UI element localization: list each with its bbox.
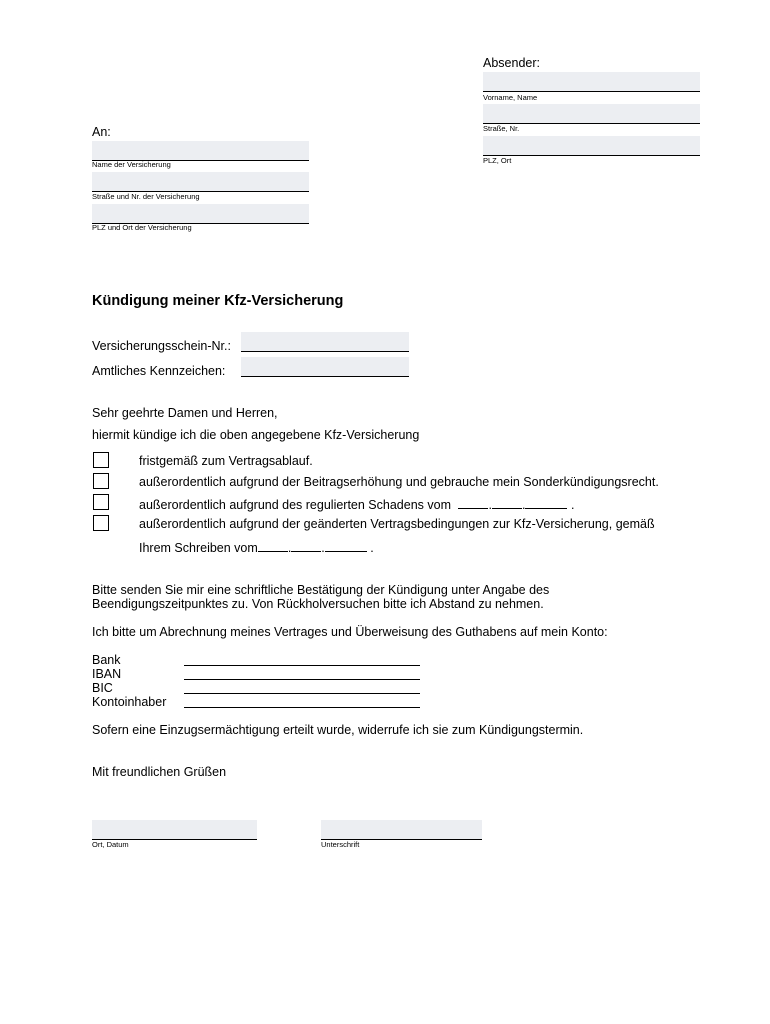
sender-city-label: PLZ, Ort xyxy=(483,156,512,165)
iban-label: IBAN xyxy=(92,667,122,681)
option-terms-change-checkbox[interactable] xyxy=(93,515,109,531)
license-plate-label: Amtliches Kennzeichen: xyxy=(92,364,226,378)
option-claim-checkbox[interactable] xyxy=(93,494,109,510)
place-date-field[interactable] xyxy=(92,820,257,840)
policy-number-field[interactable] xyxy=(241,332,409,352)
signature-field[interactable] xyxy=(321,820,482,840)
confirmation-line-1: Bitte senden Sie mir eine schriftliche Bestätigung der Kündigung unter Angabe des xyxy=(92,583,550,597)
cancellation-intro: hiermit kündige ich die oben angegebene Kfz-Versicherung xyxy=(92,428,420,442)
bic-field[interactable] xyxy=(184,693,420,694)
sender-street-field[interactable] xyxy=(483,104,700,124)
sender-heading: Absender: xyxy=(483,56,540,70)
bank-label: Bank xyxy=(92,653,121,667)
letter-year-field[interactable] xyxy=(325,539,367,552)
sender-city-field[interactable] xyxy=(483,136,700,156)
date-separator: . xyxy=(287,541,292,555)
recipient-city-field[interactable] xyxy=(92,204,309,224)
date-end-dot: . xyxy=(570,498,575,512)
license-plate-field[interactable] xyxy=(241,357,409,377)
date-separator: . xyxy=(488,498,492,512)
recipient-city-label: PLZ und Ort der Versicherung xyxy=(92,223,192,232)
letter-day-field[interactable] xyxy=(258,539,288,552)
refund-request: Ich bitte um Abrechnung meines Vertrages und Überweisung des Guthabens auf mein Konto: xyxy=(92,625,608,639)
option-regular-label: fristgemäß zum Vertragsablauf. xyxy=(139,454,313,468)
bank-field[interactable] xyxy=(184,665,420,666)
claim-month-field[interactable] xyxy=(492,496,522,509)
policy-number-label: Versicherungsschein-Nr.: xyxy=(92,339,231,353)
claim-day-field[interactable] xyxy=(458,496,488,509)
option-terms-change-label: außerordentlich aufgrund der geänderten Vertragsbedingungen zur Kfz-Versicherung, gemäß xyxy=(139,517,655,531)
recipient-name-field[interactable] xyxy=(92,141,309,161)
recipient-street-label: Straße und Nr. der Versicherung xyxy=(92,192,200,201)
account-holder-label: Kontoinhaber xyxy=(92,695,167,709)
claim-year-field[interactable] xyxy=(525,496,567,509)
recipient-heading: An: xyxy=(92,125,111,139)
letter-date-label: Ihrem Schreiben vom xyxy=(139,541,258,555)
iban-field[interactable] xyxy=(184,679,420,680)
recipient-street-field[interactable] xyxy=(92,172,309,192)
option-premium-increase-label: außerordentlich aufgrund der Beitragserhöhung und gebrauche mein Sonderkündigungsrecht. xyxy=(139,475,659,489)
direct-debit-revocation: Sofern eine Einzugsermächtigung erteilt wurde, widerrufe ich sie zum Kündigungstermin. xyxy=(92,723,584,737)
letter-month-field[interactable] xyxy=(291,539,321,552)
option-premium-increase-checkbox[interactable] xyxy=(93,473,109,489)
sender-name-label: Vorname, Name xyxy=(483,93,538,102)
option-regular-checkbox[interactable] xyxy=(93,452,109,468)
sender-street-label: Straße, Nr. xyxy=(483,124,520,133)
signature-label: Unterschrift xyxy=(321,840,360,849)
document-title: Kündigung meiner Kfz-Versicherung xyxy=(92,293,344,309)
recipient-name-label: Name der Versicherung xyxy=(92,160,171,169)
bic-label: BIC xyxy=(92,681,113,695)
place-date-label: Ort, Datum xyxy=(92,840,129,849)
option-claim-label: außerordentlich aufgrund des regulierten Schadens vom xyxy=(139,498,451,512)
date-separator: . xyxy=(521,498,526,512)
option-terms-change-cont xyxy=(139,539,374,555)
option-claim-row xyxy=(139,496,574,512)
date-separator: . xyxy=(321,541,325,555)
account-holder-field[interactable] xyxy=(184,707,420,708)
date-end-dot: . xyxy=(370,541,374,555)
closing: Mit freundlichen Grüßen xyxy=(92,765,227,779)
confirmation-line-2: Beendigungszeitpunktes zu. Von Rückholversuchen bitte ich Abstand zu nehmen. xyxy=(92,597,544,611)
salutation: Sehr geehrte Damen und Herren, xyxy=(92,406,278,420)
sender-name-field[interactable] xyxy=(483,72,700,92)
